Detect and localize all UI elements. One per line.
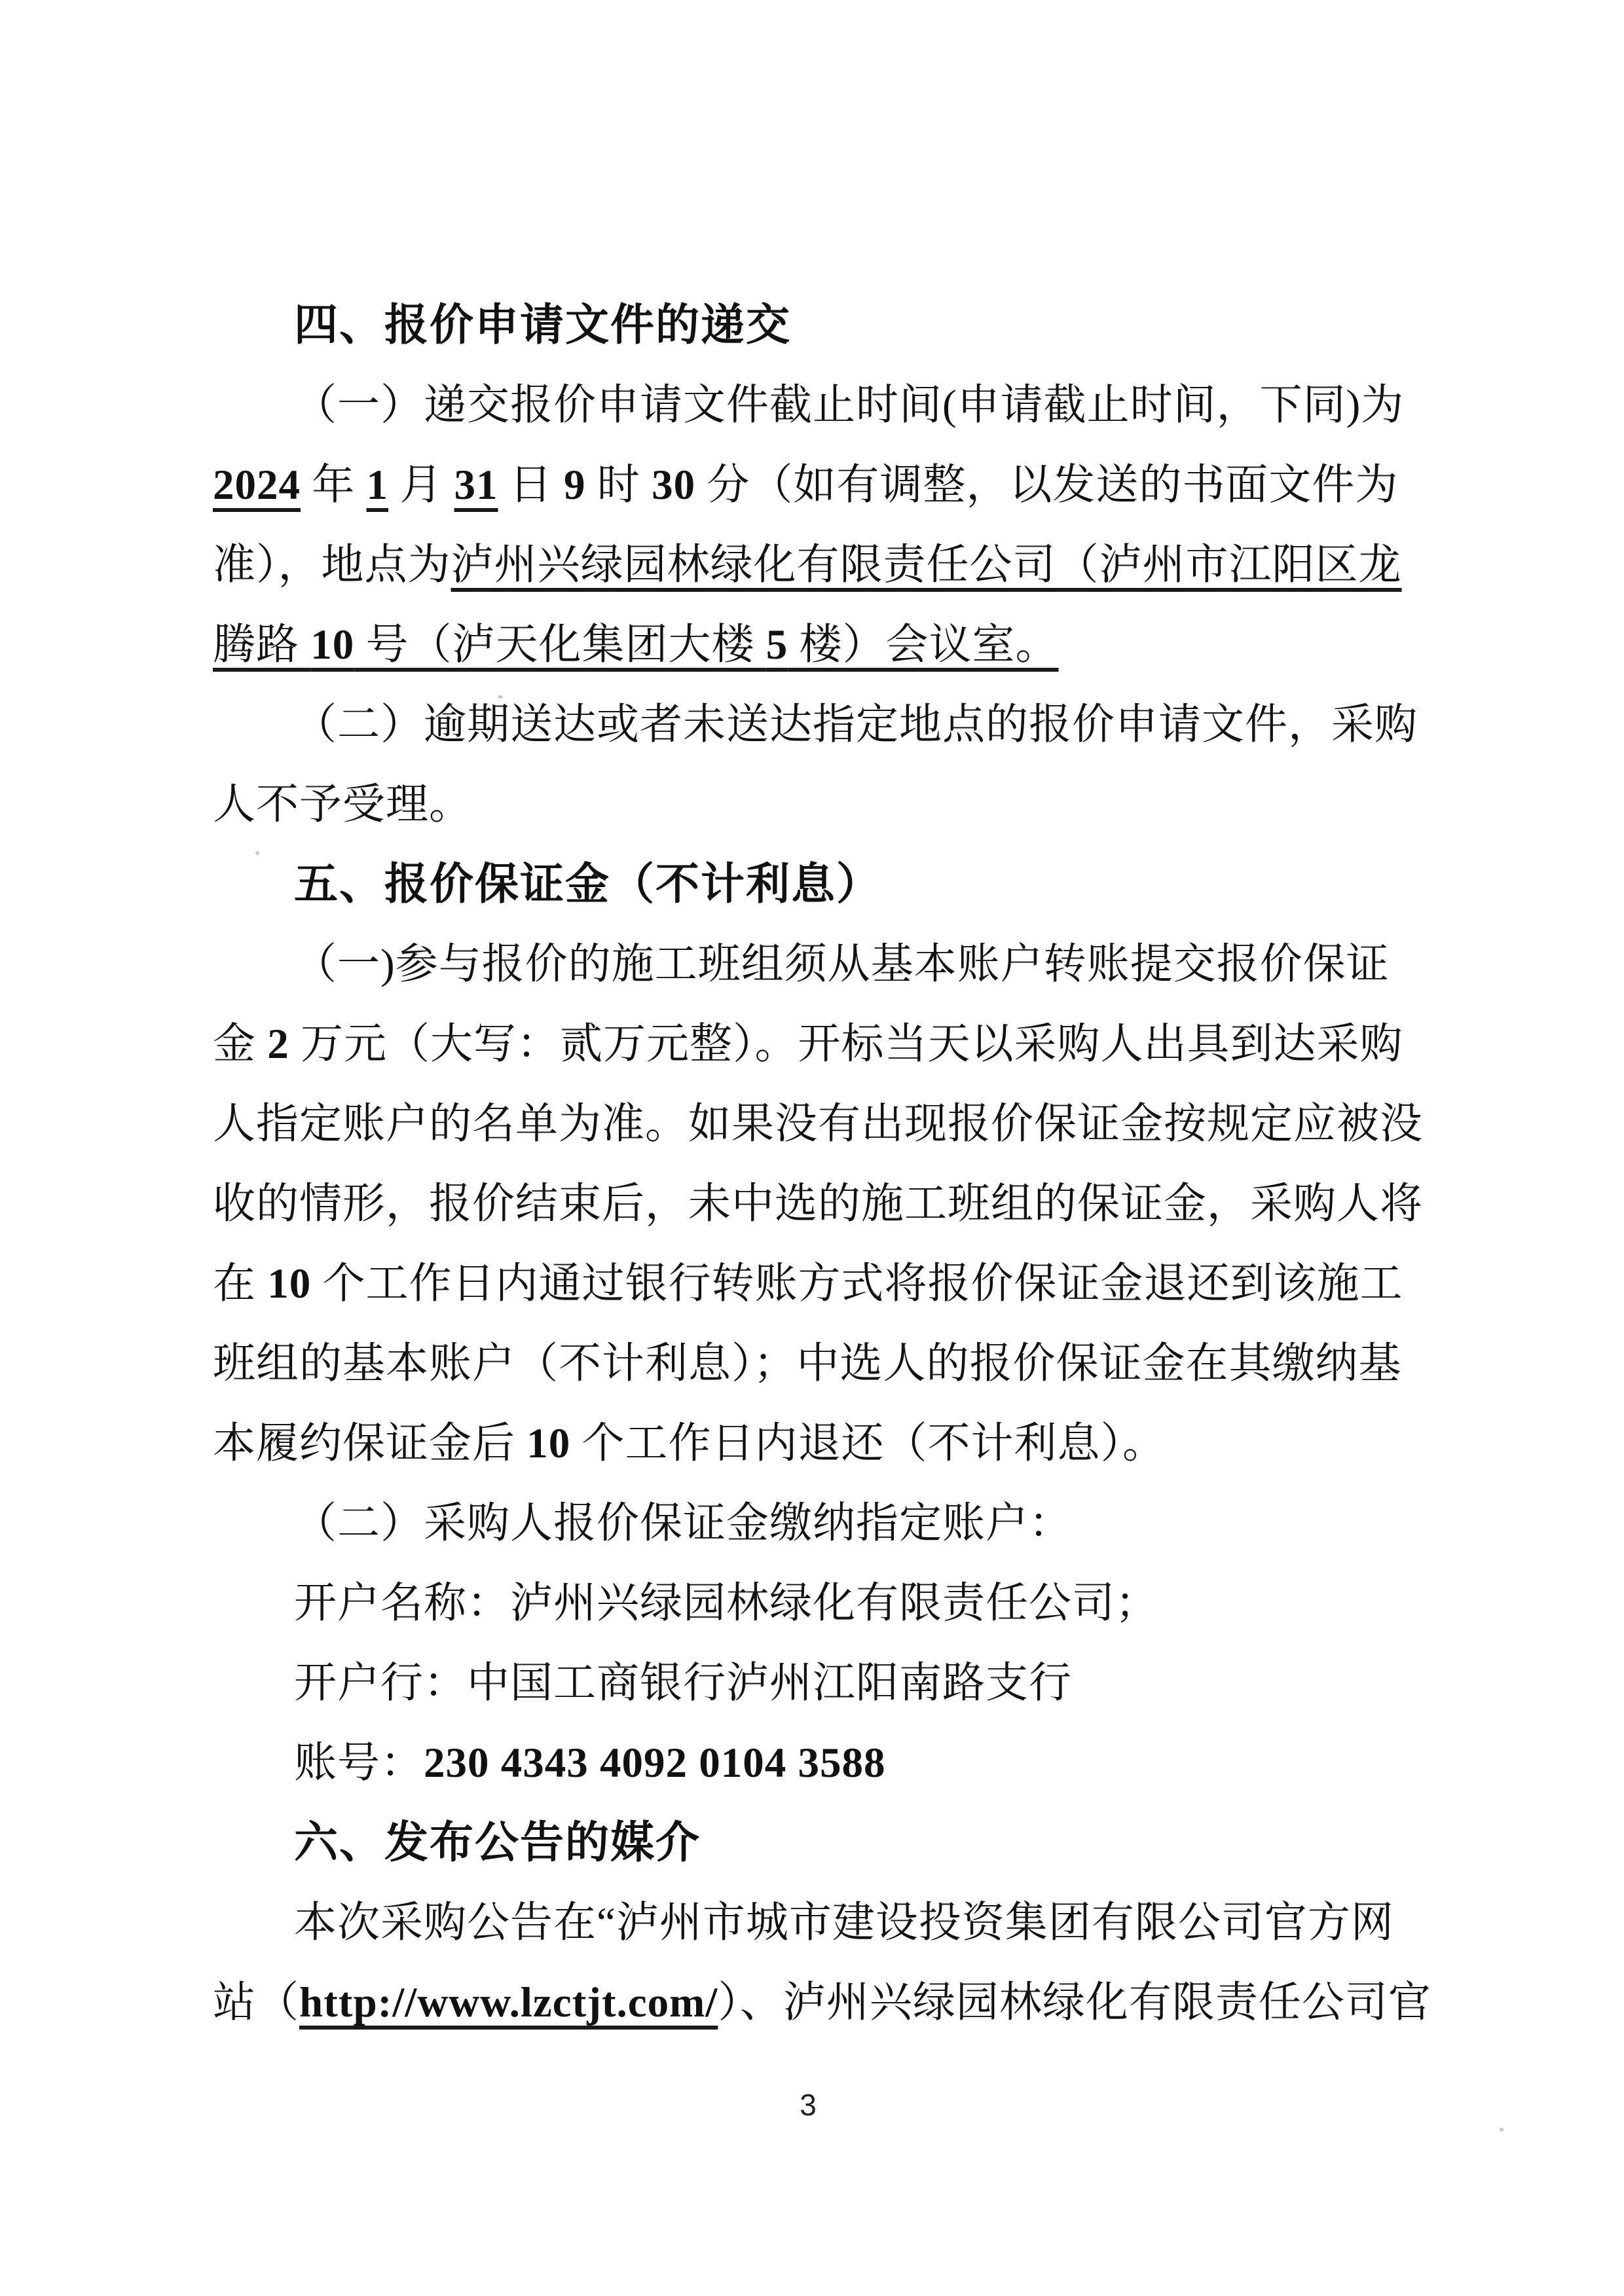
text-segment: 腾路 <box>213 621 311 668</box>
text-line <box>213 1883 1428 1963</box>
text-segment: （一）递交报价申请文件截止时间(申请截止时间，下同)为 <box>294 382 1405 429</box>
text-line <box>213 924 1428 1004</box>
text-segment: 5 <box>766 621 788 668</box>
text-segment: 10 <box>526 1420 571 1467</box>
text-line <box>213 1643 1428 1723</box>
text-segment: 10 <box>267 1260 312 1307</box>
text-segment: 开户名称：泸州兴绿园林绿化有限责任公司； <box>294 1580 1159 1627</box>
text-segment: 分（如有调整，以发送的书面文件为 <box>695 462 1399 509</box>
text-segment: 在 <box>213 1260 268 1307</box>
text-line <box>213 365 1428 445</box>
heading-line <box>213 845 1428 924</box>
text-line <box>213 685 1428 765</box>
page-number: 3 <box>800 2088 817 2122</box>
text-line <box>213 1484 1428 1563</box>
text-segment: 准），地点为 <box>213 541 451 589</box>
text-segment: 泸州兴绿园林绿化有限责任公司（泸州市江阳区龙 <box>451 541 1402 589</box>
text-segment: 2024 <box>213 462 301 509</box>
text-line <box>213 1723 1428 1803</box>
text-segment: 230 4343 4092 0104 3588 <box>424 1740 886 1787</box>
text-segment: ）、泸州兴绿园林绿化有限责任公司官 <box>718 1979 1431 2026</box>
text-line <box>213 765 1428 845</box>
text-segment: 本次采购公告在“泸州市城市建设投资集团有限公司官方网 <box>294 1899 1394 1946</box>
text-line <box>213 1563 1428 1643</box>
text-segment: 本履约保证金后 <box>213 1420 527 1467</box>
text-segment: 万元（大写：贰万元整）。开标当天以采购人出具到达采购 <box>289 1021 1403 1068</box>
scan-speck <box>498 695 503 699</box>
text-segment: 四、报价申请文件的递交 <box>294 301 791 350</box>
text-segment: 班组的基本账户（不计利息）；中选人的报价保证金在其缴纳基 <box>213 1340 1402 1387</box>
text-segment: 人指定账户的名单为准。如果没有出现报价保证金按规定应被没 <box>213 1101 1424 1148</box>
heading-line <box>213 1803 1428 1883</box>
text-segment: 开户行：中国工商银行泸州江阳南路支行 <box>294 1660 1073 1707</box>
text-line <box>213 1963 1431 2043</box>
text-segment: 站（ <box>213 1979 300 2026</box>
text-line <box>213 1244 1428 1324</box>
document-body <box>213 285 1431 2043</box>
text-segment: 个工作日内退还（不计利息）。 <box>570 1420 1166 1467</box>
text-line <box>213 525 1428 605</box>
text-segment: 金 <box>213 1021 268 1068</box>
heading-line <box>213 285 1428 365</box>
text-segment: 六、发布公告的媒介 <box>294 1818 701 1867</box>
text-segment: 2 <box>267 1021 289 1068</box>
text-line <box>213 1404 1428 1484</box>
text-segment: 楼）会议室。 <box>788 621 1059 668</box>
text-segment: 10 <box>310 621 355 668</box>
scan-speck <box>1500 2128 1504 2132</box>
text-segment: 9 <box>564 462 586 509</box>
text-segment: 时 <box>585 462 652 509</box>
text-segment: 五、报价保证金（不计利息） <box>294 860 881 909</box>
text-segment: （二）逾期送达或者未送达指定地点的报价申请文件，采购 <box>294 701 1418 748</box>
scan-speck <box>255 851 259 855</box>
text-line <box>213 605 1428 685</box>
text-segment: 日 <box>498 462 564 509</box>
text-segment: （一)参与报价的施工班组须从基本账户转账提交报价保证 <box>294 941 1390 988</box>
url-text: http://www.lzctjt.com/ <box>299 1979 718 2026</box>
text-segment: 1 <box>366 462 389 509</box>
text-segment: （二）采购人报价保证金缴纳指定账户： <box>294 1500 1073 1547</box>
text-segment: 号（泸天化集团大楼 <box>354 621 766 668</box>
text-line <box>213 445 1428 525</box>
text-segment: 月 <box>388 462 454 509</box>
text-segment: 人不予受理。 <box>213 781 473 828</box>
text-line <box>213 1084 1428 1164</box>
text-segment: 账号： <box>294 1740 424 1787</box>
text-segment: 31 <box>454 462 498 509</box>
text-line <box>213 1324 1428 1404</box>
text-segment: 收的情形，报价结束后，未中选的施工班组的保证金，采购人将 <box>213 1180 1424 1228</box>
text-segment: 个工作日内通过银行转账方式将报价保证金退还到该施工 <box>311 1260 1403 1307</box>
text-line <box>213 1004 1428 1084</box>
text-segment: 30 <box>652 462 696 509</box>
text-line <box>213 1164 1428 1244</box>
text-segment: 年 <box>301 462 367 509</box>
